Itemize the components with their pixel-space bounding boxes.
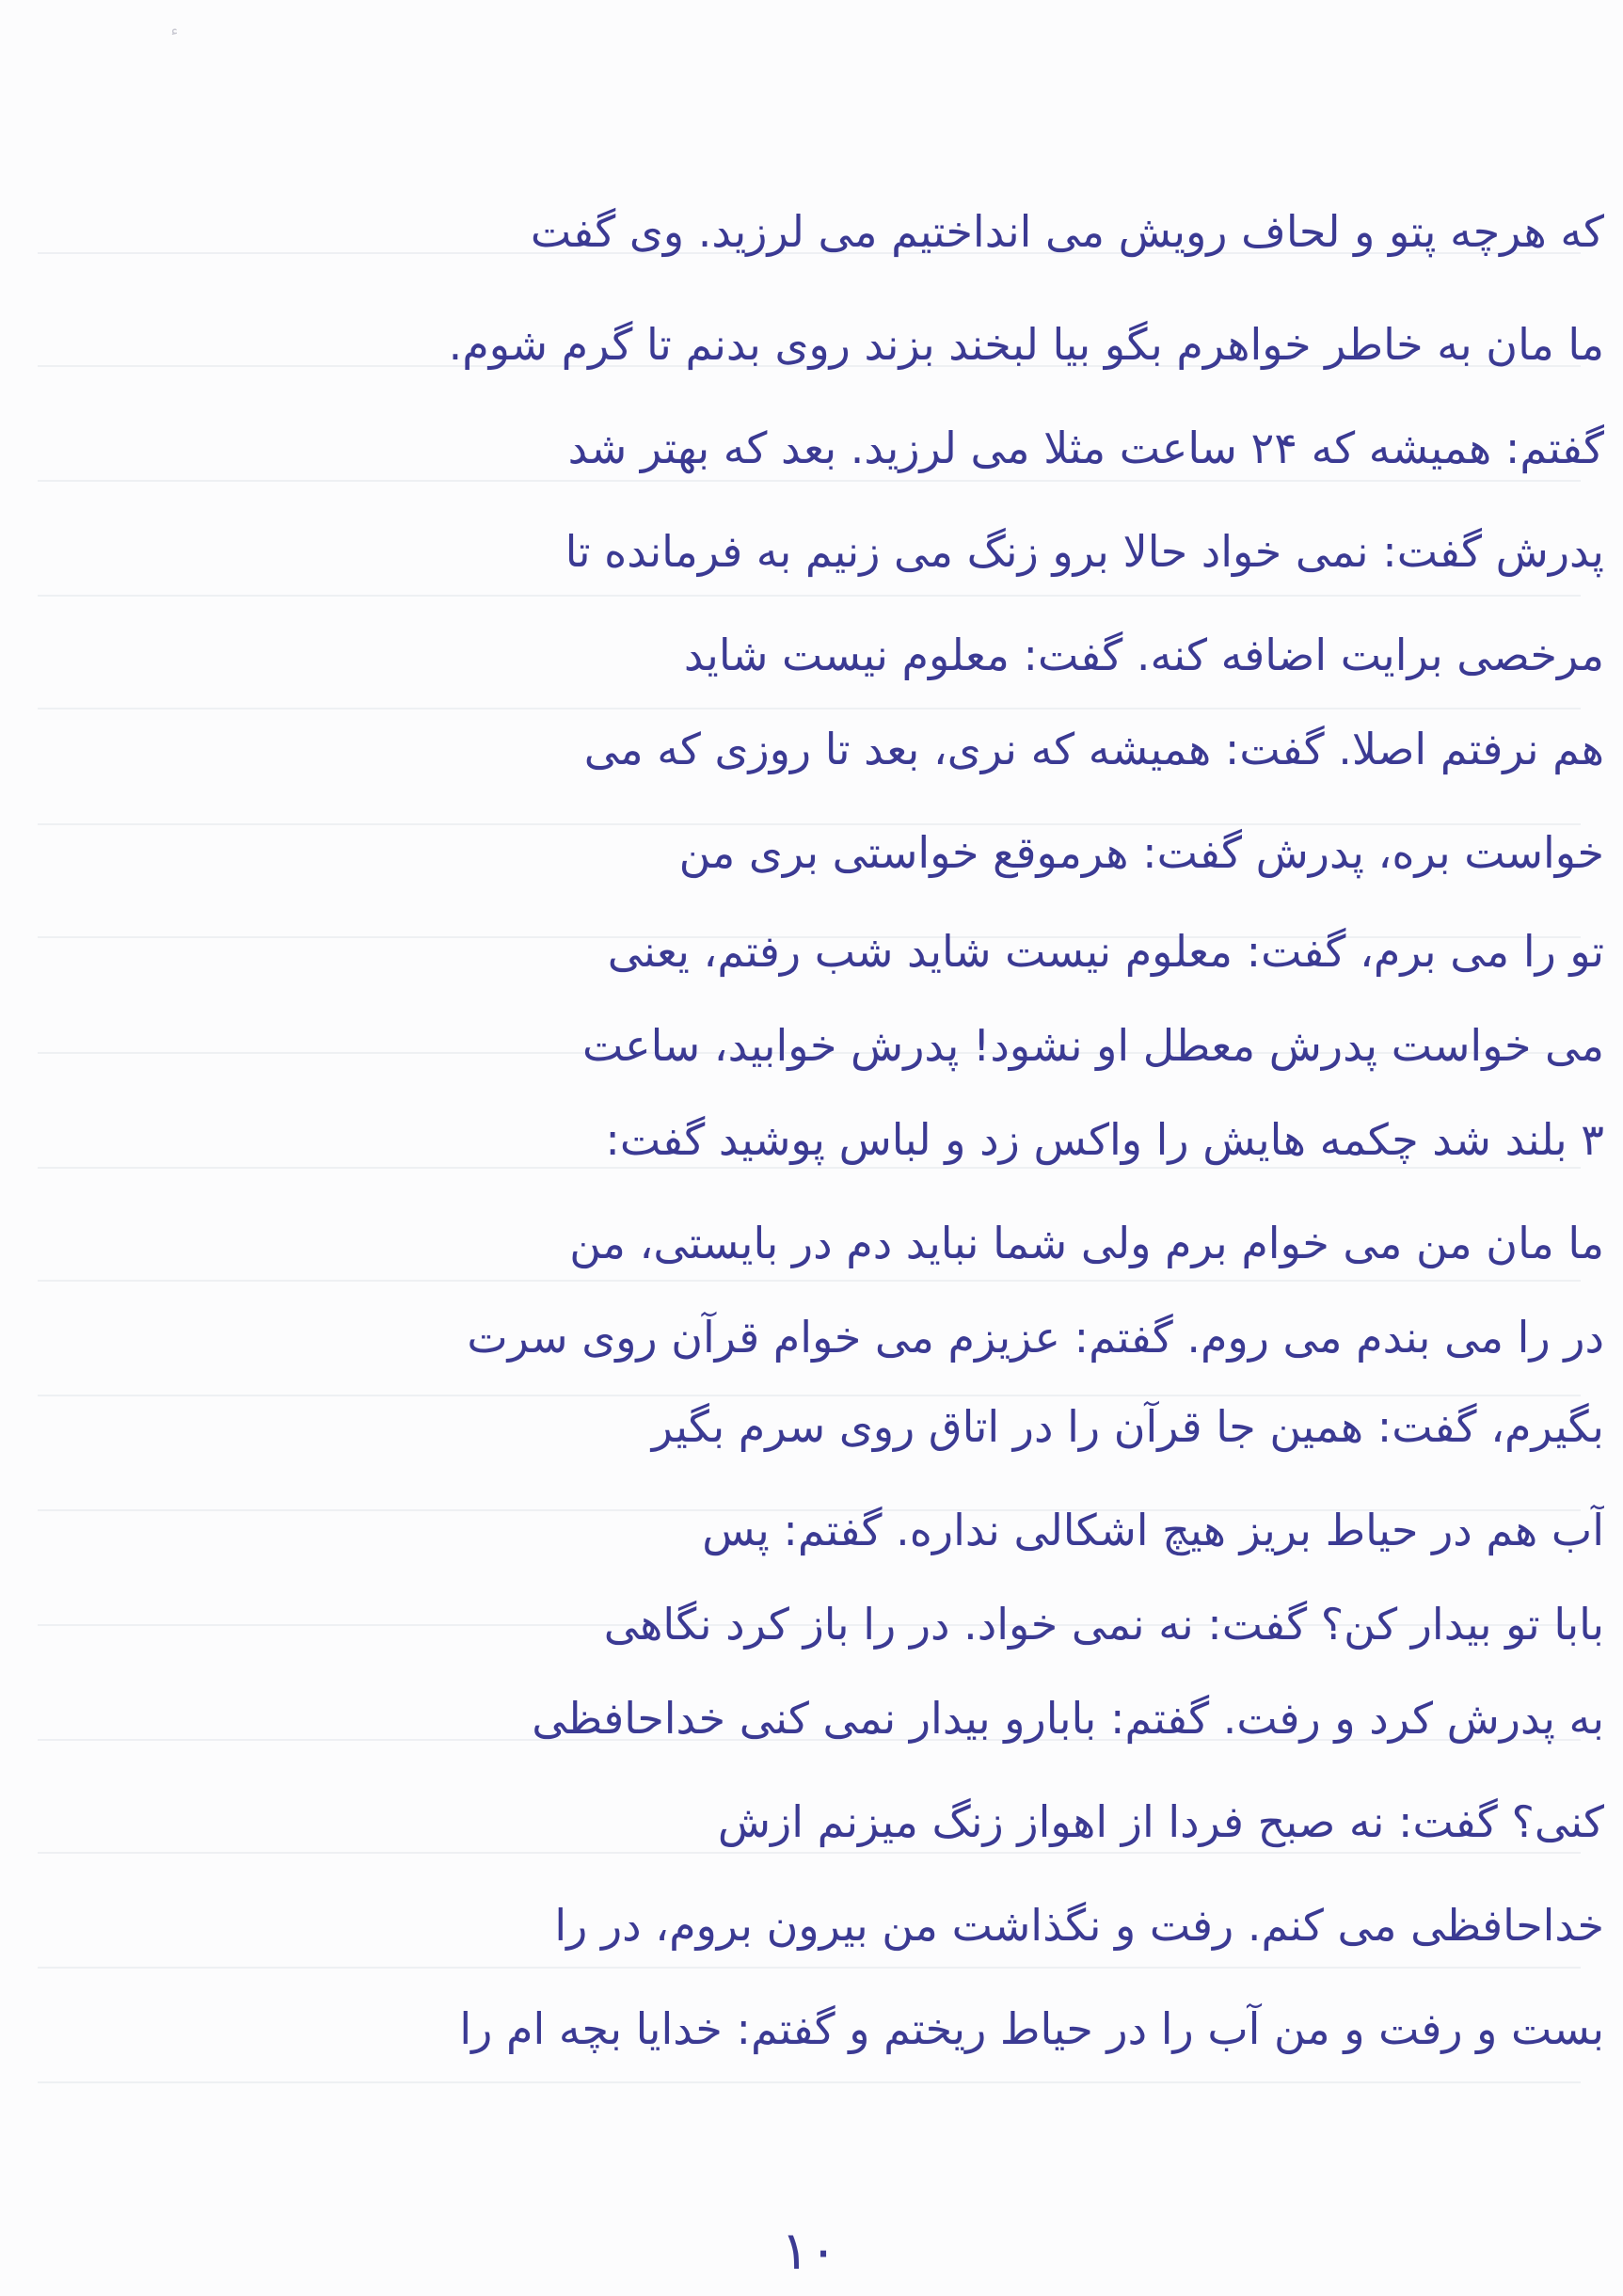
page-number: ۱۰ — [780, 2221, 838, 2282]
text-line: بابا تو بیدار کن؟ گفت: نه نمی خواد. در را باز کرد نگاهی — [603, 1599, 1604, 1650]
text-line: خواست بره، پدرش گفت: هرموقع خواستی بری من — [678, 827, 1604, 878]
text-line: تو را می برم، گفت: معلوم نیست شاید شب رفتم، یعنی — [607, 926, 1604, 977]
text-line: آب هم در حیاط بریز هیچ اشکالی نداره. گفتم: پس — [702, 1505, 1604, 1555]
text-line: که هرچه پتو و لحاف رویش می انداختیم می لرزید. وی گفت — [530, 206, 1604, 257]
text-line: ما مان به خاطر خواهرم بگو بیا لبخند بزند روی بدنم تا گرم شوم. — [448, 319, 1604, 370]
text-line: ما مان من می خوام برم ولی شما نباید دم در بایستی، من — [569, 1218, 1604, 1268]
text-line: بگیرم، گفت: همین جا قرآن را در اتاق روی سرم بگیر — [651, 1401, 1604, 1452]
text-line: خداحافظی می کنم. رفت و نگذاشت من بیرون بروم، در را — [554, 1900, 1604, 1951]
text-line: مرخصی برایت اضافه کنه. گفت: معلوم نیست شاید — [683, 630, 1604, 680]
text-line: پدرش گفت: نمی خواد حالا برو زنگ می زنیم به فرمانده تا — [565, 526, 1604, 577]
text-line: گفتم: همیشه که ۲۴ ساعت مثلا می لرزید. بعد که بهتر شد — [567, 423, 1604, 473]
text-line: به پدرش کرد و رفت. گفتم: بابارو بیدار نمی کنی خداحافظی — [532, 1693, 1604, 1744]
text-line: بست و رفت و من آب را در حیاط ریختم و گفتم: خدایا بچه ام را — [459, 2003, 1604, 2054]
text-line: در را می بندم می روم. گفتم: عزیزم می خوام قرآن روی سرت — [467, 1312, 1604, 1363]
text-line: کنی؟ گفت: نه صبح فردا از اهواز زنگ میزنم ازش — [717, 1796, 1604, 1847]
text-line: هم نرفتم اصلا. گفت: همیشه که نری، بعد تا روزی که می — [583, 724, 1604, 774]
text-line: می خواست پدرش معطل او نشود! پدرش خوابید، ساعت — [581, 1020, 1604, 1071]
text-line: ۳ بلند شد چکمه هایش را واکس زد و لباس پوشید گفت: — [605, 1114, 1604, 1165]
